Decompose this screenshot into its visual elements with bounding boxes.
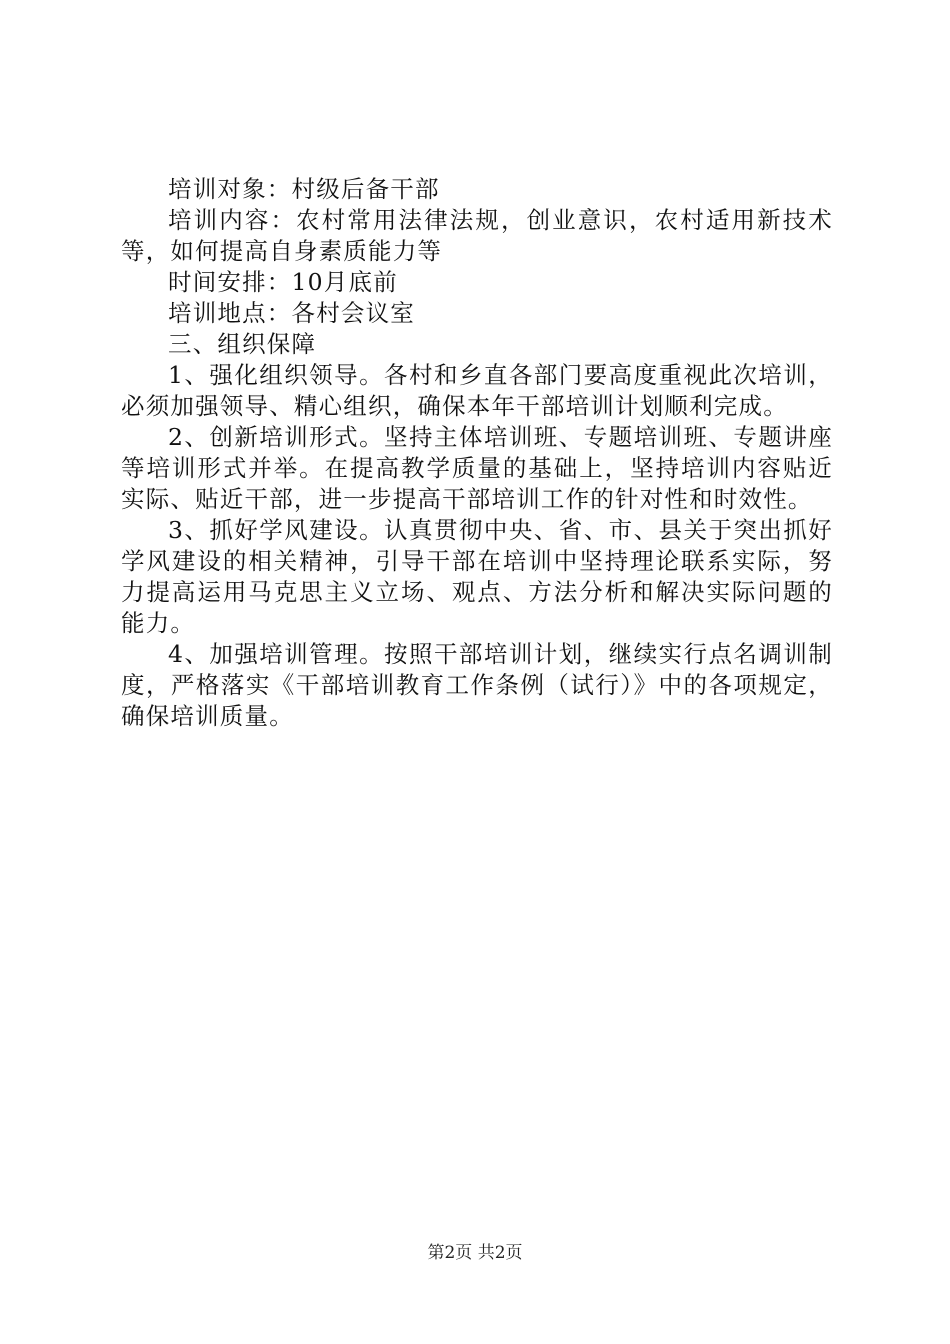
- page-footer: [0, 1242, 950, 1264]
- paragraph-schedule: 时间安排：10月底前: [168, 268, 398, 296]
- paragraph-item-4: 4、加强培训管理。按照干部培训计划，继续实行点名调训制度，严格落实《干部培训教育工作条例（试行）》中的各项规定，确保培训质量。: [121, 640, 833, 730]
- page-number-label: 第2页 共2页: [427, 1243, 523, 1263]
- paragraph-location: 培训地点：各村会议室: [168, 299, 415, 327]
- paragraph-item-1: 1、强化组织领导。各村和乡直各部门要高度重视此次培训，必须加强领导、精心组织，确保本年干部培训计划顺利完成。: [121, 361, 833, 420]
- paragraph-item-3: 3、抓好学风建设。认真贯彻中央、省、市、县关于突出抓好学风建设的相关精神，引导干部在培训中坚持理论联系实际，努力提高运用马克思主义立场、观点、方法分析和解决实际问题的能力。: [121, 516, 833, 637]
- section-heading-organization: 三、组织保障: [168, 330, 317, 358]
- document-body: [121, 174, 833, 732]
- paragraph-training-target: 培训对象：村级后备干部: [168, 175, 440, 203]
- paragraph-training-content: 培训内容：农村常用法律法规，创业意识，农村适用新技术等，如何提高自身素质能力等: [121, 206, 833, 265]
- paragraph-item-2: 2、创新培训形式。坚持主体培训班、专题培训班、专题讲座等培训形式并举。在提高教学质量的基础上，坚持培训内容贴近实际、贴近干部，进一步提高干部培训工作的针对性和时效性。: [121, 423, 833, 513]
